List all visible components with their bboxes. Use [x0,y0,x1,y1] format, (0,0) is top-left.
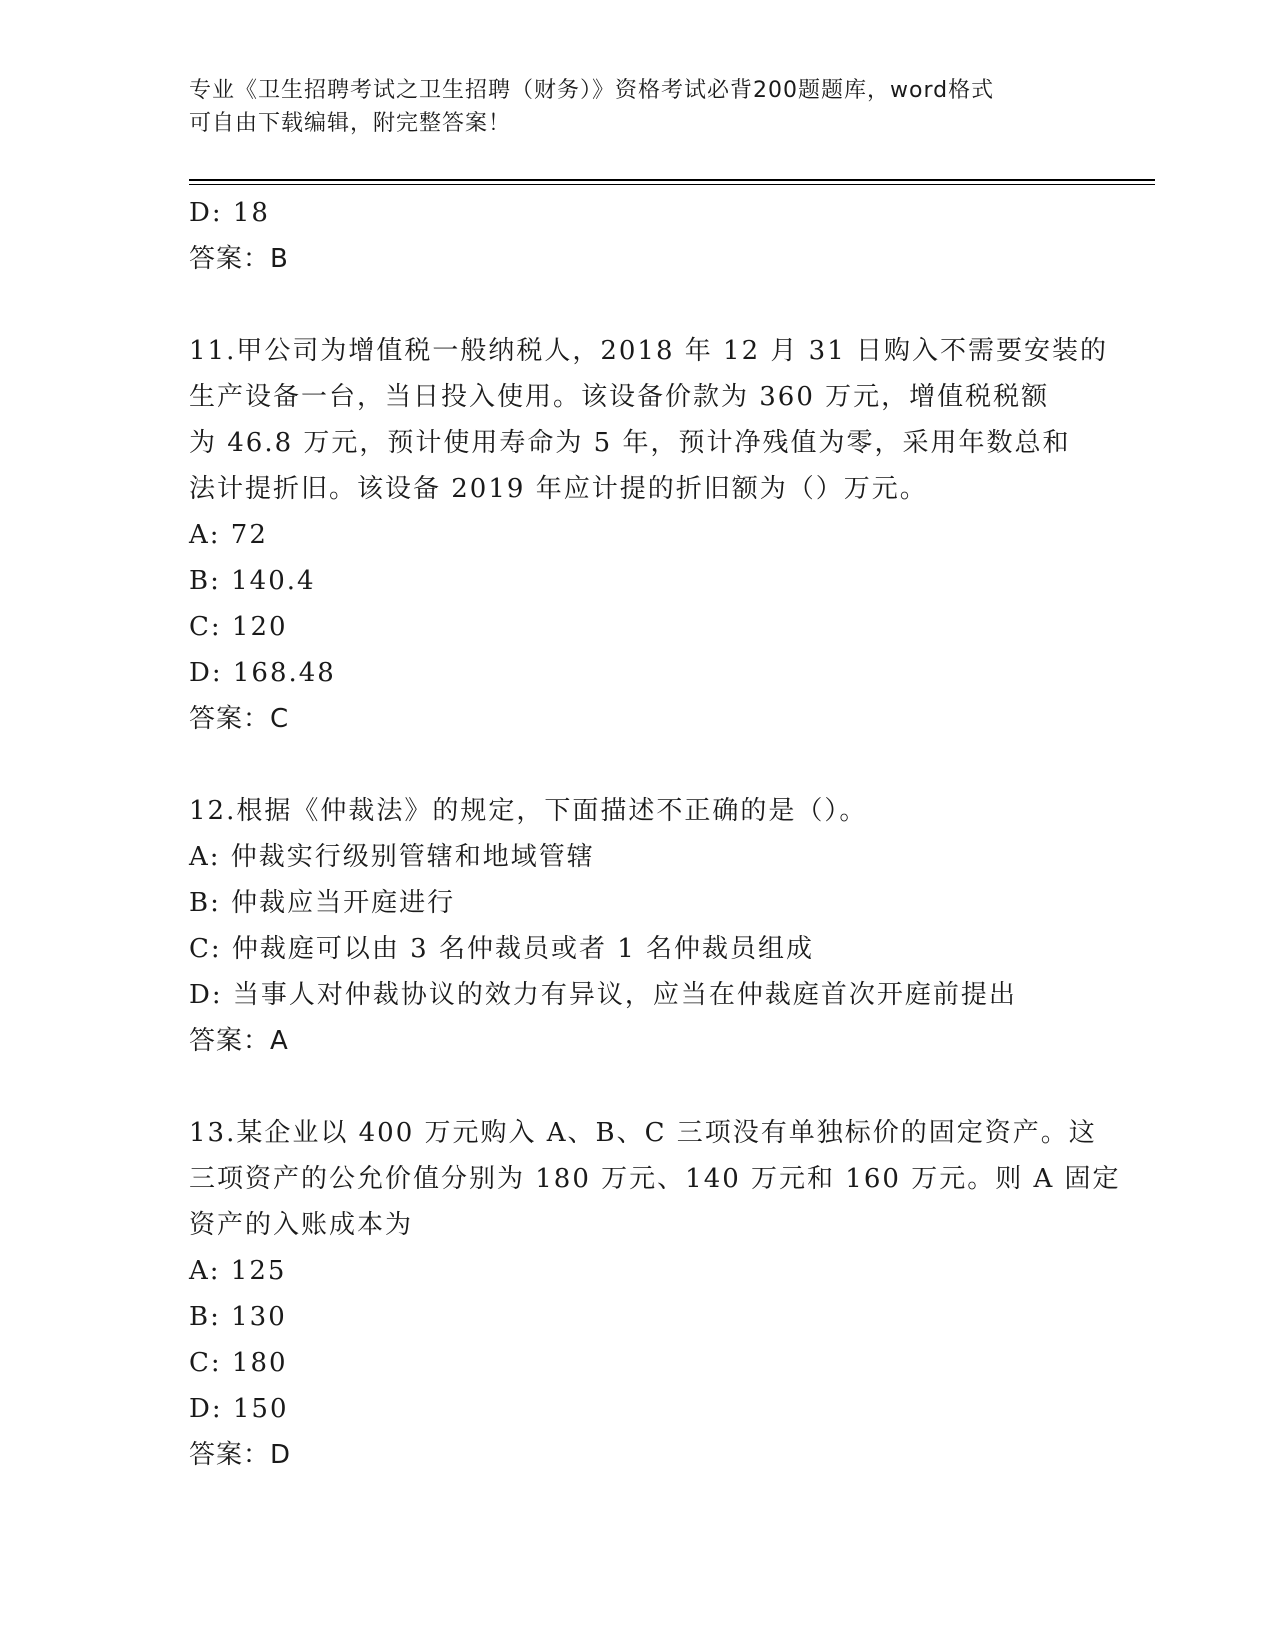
question-text-line: 13.某企业以 400 万元购入 A、B、C 三项没有单独标价的固定资产。这 [189,1118,1097,1148]
question-content [189,190,1121,1478]
question-11 [189,328,1109,742]
option-a: A: 仲裁实行级别管辖和地域管辖 [189,842,595,872]
option-d: D: 18 [189,198,270,228]
prev-question [189,190,1089,282]
question-text-line: 三项资产的公允价值分别为 180 万元、140 万元和 160 万元。则 A 固定 [189,1164,1121,1194]
question-text-line: 资产的入账成本为 [189,1210,414,1240]
option-b: B: 仲裁应当开庭进行 [189,888,456,918]
header-line-1: 专业《卫生招聘考试之卫生招聘（财务）》资格考试必背200题题库，word格式 [189,78,995,103]
option-c: C: 120 [189,612,288,642]
header-rule-thin [189,184,1155,185]
option-c: C: 仲裁庭可以由 3 名仲裁员或者 1 名仲裁员组成 [189,934,815,964]
option-a: A: 125 [189,1256,287,1286]
option-d: D: 168.48 [189,658,336,688]
question-text-line: 12.根据《仲裁法》的规定，下面描述不正确的是（）。 [189,796,868,826]
question-12 [189,788,1089,1064]
document-header [189,74,1089,140]
option-b: B: 140.4 [189,566,316,596]
question-text-line: 为 46.8 万元，预计使用寿命为 5 年，预计净残值为零，采用年数总和 [189,428,1071,458]
option-b: B: 130 [189,1302,287,1332]
answer: 答案：C [189,704,290,734]
question-text-line: 法计提折旧。该设备 2019 年应计提的折旧额为（）万元。 [189,474,928,504]
question-13 [189,1110,1121,1478]
answer: 答案：D [189,1440,292,1470]
question-text-line: 生产设备一台，当日投入使用。该设备价款为 360 万元，增值税税额 [189,382,1050,412]
option-d: D: 当事人对仲裁协议的效力有异议，应当在仲裁庭首次开庭前提出 [189,980,1017,1010]
option-a: A: 72 [189,520,268,550]
answer: 答案：A [189,1026,289,1056]
option-c: C: 180 [189,1348,288,1378]
answer: 答案：B [189,244,289,274]
header-rule-thick [189,179,1155,181]
header-line-2: 可自由下载编辑，附完整答案！ [189,111,512,136]
option-d: D: 150 [189,1394,289,1424]
question-text-line: 11.甲公司为增值税一般纳税人，2018 年 12 月 31 日购入不需要安装的 [189,336,1109,366]
